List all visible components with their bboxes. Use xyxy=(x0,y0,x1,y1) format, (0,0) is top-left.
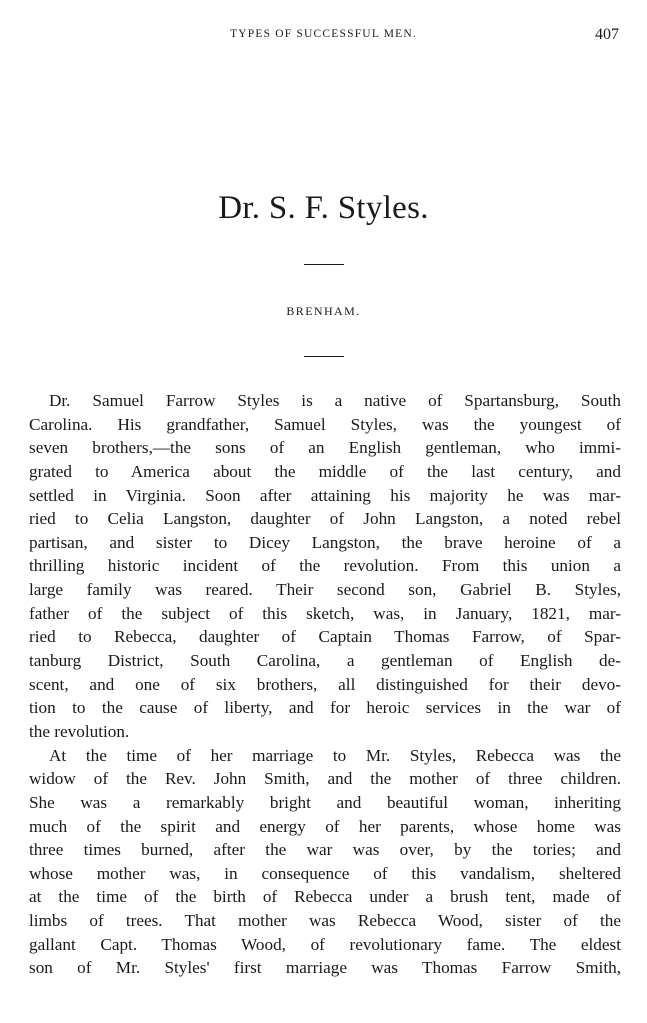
running-head xyxy=(0,26,647,46)
body-line: ried to Celia Langston, daughter of John Langston, a noted rebel xyxy=(29,509,621,529)
body-line: ried to Rebecca, daughter of Captain Thomas Farrow, of Spar- xyxy=(29,627,621,647)
body-line: son of Mr. Styles' first marriage was Thomas Farrow Smith, xyxy=(29,958,621,978)
body-line: She was a remarkably bright and beautiful woman, inheriting xyxy=(29,792,621,812)
body-line: scent, and one of six brothers, all distinguished for their devo- xyxy=(29,674,621,694)
body-line: Dr. Samuel Farrow Styles is a native of Spartansburg, South xyxy=(49,391,621,410)
body-line: gallant Capt. Thomas Wood, of revolutionary fame. The eldest xyxy=(29,934,621,954)
body-line: settled in Virginia. Soon after attaining his majority he was mar- xyxy=(29,485,621,505)
body-line: much of the spirit and energy of her parents, whose home was xyxy=(29,816,621,836)
body-line: tion to the cause of liberty, and for heroic services in the war of xyxy=(29,698,621,718)
body-line: the revolution. xyxy=(29,721,130,741)
title-divider xyxy=(304,264,344,265)
body-line: Carolina. His grandfather, Samuel Styles, was the youngest of xyxy=(29,414,621,434)
body-line: whose mother was, in consequence of this vandalism, sheltered xyxy=(29,863,621,883)
running-title: TYPES OF SUCCESSFUL MEN. xyxy=(230,28,417,40)
body-line: father of the subject of this sketch, was, in January, 1821, mar- xyxy=(29,603,621,623)
body-line: At the time of her marriage to Mr. Styles, Rebecca was the xyxy=(49,745,621,765)
place-divider xyxy=(304,356,344,357)
page-number: 407 xyxy=(595,26,619,43)
article-body xyxy=(29,389,621,980)
body-line: large family was reared. Their second son, Gabriel B. Styles, xyxy=(29,580,621,600)
body-line: at the time of the birth of Rebecca under a brush tent, made of xyxy=(29,887,621,907)
article-title: Dr. S. F. Styles. xyxy=(218,190,429,226)
body-line: widow of the Rev. John Smith, and the mother of three children. xyxy=(29,769,621,789)
body-line: limbs of trees. That mother was Rebecca Wood, sister of the xyxy=(29,911,621,931)
body-line: partisan, and sister to Dicey Langston, the brave heroine of a xyxy=(29,532,621,552)
body-line: grated to America about the middle of the last century, and xyxy=(29,461,621,481)
body-line: thrilling historic incident of the revolution. From this union a xyxy=(29,556,621,576)
body-line: three times burned, after the war was over, by the tories; and xyxy=(29,840,621,860)
body-line: seven brothers,—the sons of an English gentleman, who immi- xyxy=(29,438,621,458)
body-line: tanburg District, South Carolina, a gentleman of English de- xyxy=(29,651,621,671)
article-place: BRENHAM. xyxy=(286,304,361,318)
